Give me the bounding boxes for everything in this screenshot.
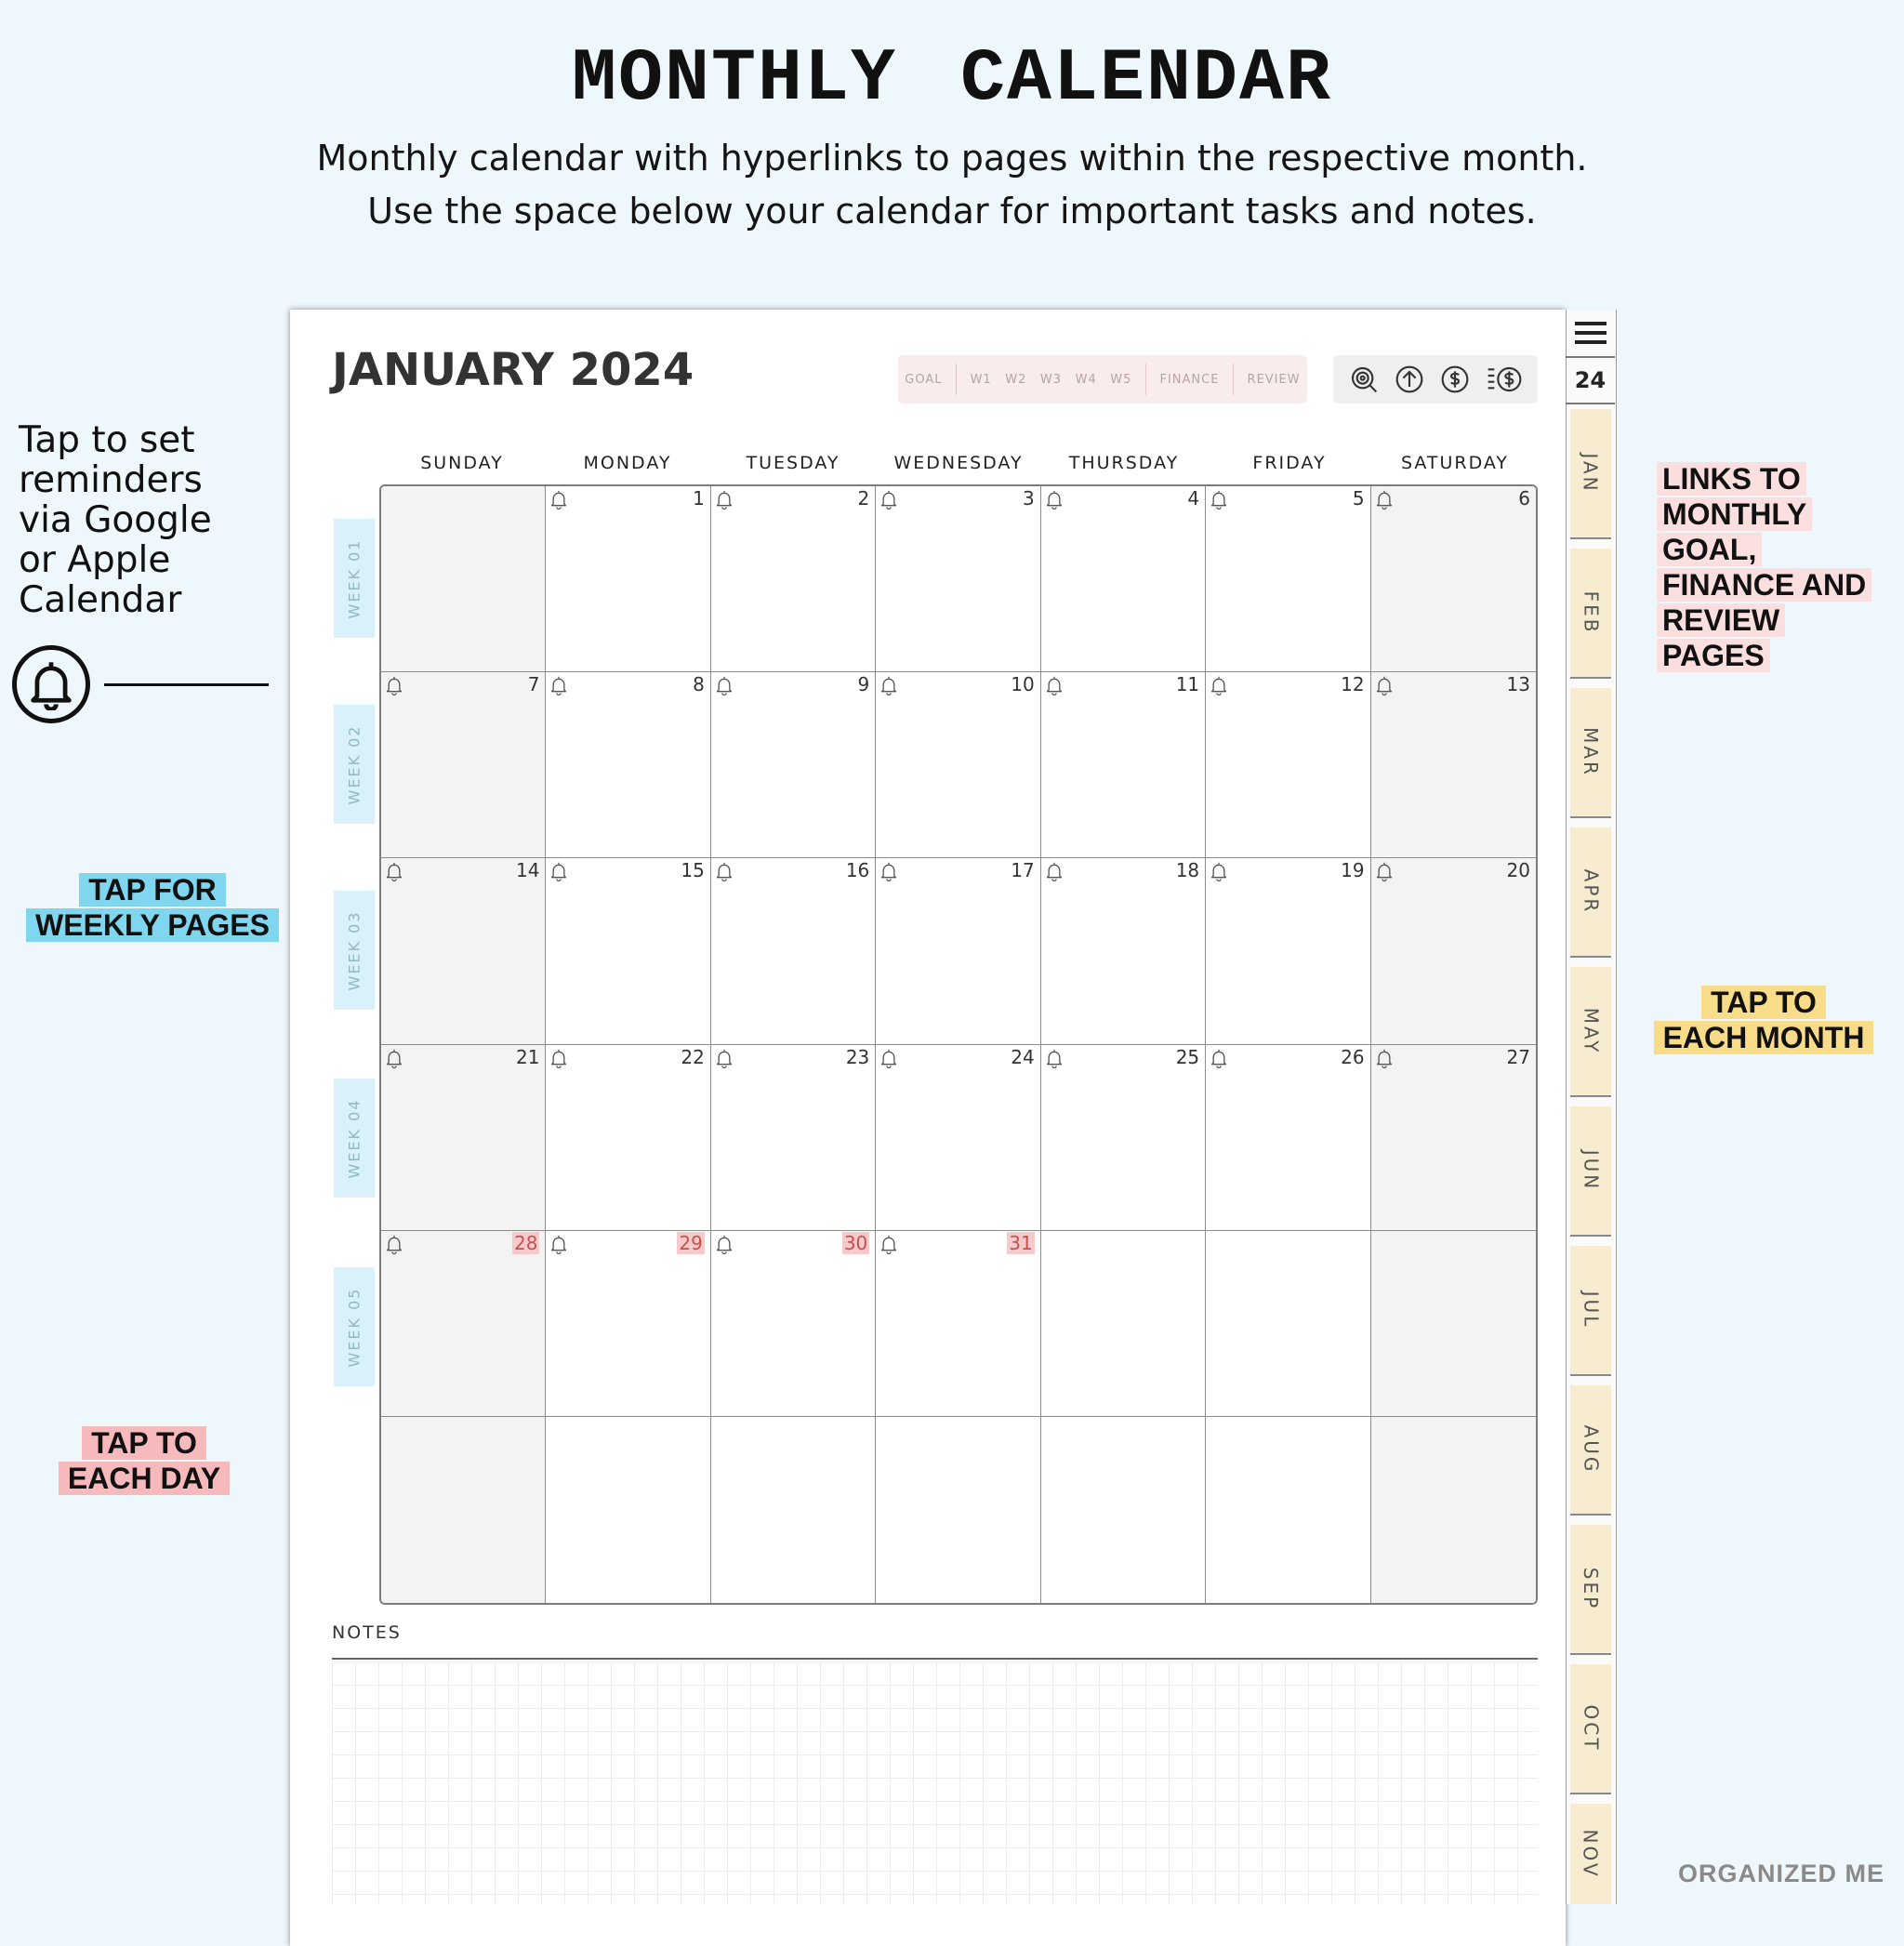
reminder-bell-icon[interactable] [1045, 489, 1064, 513]
day-cell[interactable] [546, 672, 710, 858]
reminder-bell-icon[interactable] [1210, 1048, 1228, 1072]
reminder-bell-icon[interactable] [1375, 861, 1394, 885]
links-annotation-line: LINKS TO [1657, 462, 1806, 496]
empty-day-cell [1371, 1231, 1536, 1417]
month-tab-mar[interactable] [1570, 688, 1611, 818]
month-tab-label: MAY [1580, 1007, 1603, 1055]
month-tab-oct[interactable] [1570, 1664, 1611, 1794]
week-tab-label: WEEK 01 [345, 538, 364, 618]
bell-icon [12, 645, 90, 723]
day-cell[interactable] [711, 1231, 876, 1417]
reminder-bell-icon[interactable] [715, 1234, 734, 1258]
review-link[interactable]: REVIEW [1247, 372, 1301, 387]
week-tab-01[interactable] [334, 519, 375, 638]
reminder-bell-icon[interactable] [879, 861, 898, 885]
week-tab-label: WEEK 02 [345, 724, 364, 804]
day-number: 10 [1011, 673, 1035, 696]
month-tab-apr[interactable] [1570, 827, 1611, 958]
day-cell[interactable] [711, 486, 876, 672]
month-tab-label: NOV [1580, 1829, 1603, 1879]
finance-link[interactable]: FINANCE [1159, 372, 1220, 387]
day-number: 2 [857, 487, 870, 510]
day-annotation-line: EACH DAY [59, 1462, 230, 1495]
empty-day-cell [381, 1417, 546, 1603]
day-header-tuesday: TUESDAY [746, 453, 840, 473]
day-header-thursday: THURSDAY [1068, 453, 1180, 473]
day-cell[interactable] [876, 672, 1040, 858]
day-cell[interactable] [546, 1231, 710, 1417]
day-cell[interactable] [381, 1231, 546, 1417]
reminder-bell-icon[interactable] [879, 489, 898, 513]
day-header-friday: FRIDAY [1252, 453, 1327, 473]
month-tab-aug[interactable] [1570, 1385, 1611, 1516]
reminder-bell-icon[interactable] [715, 1048, 734, 1072]
reminder-bell-icon[interactable] [549, 1234, 568, 1258]
month-tab-label: JUN [1580, 1149, 1602, 1192]
day-cell[interactable] [711, 1045, 876, 1231]
day-cell[interactable] [1041, 858, 1206, 1044]
reminder-line: via Google [19, 499, 212, 541]
day-number: 30 [843, 1231, 868, 1254]
month-tab-label: SEP [1580, 1567, 1602, 1611]
links-annotation-line: GOAL, [1657, 533, 1762, 566]
dollar-icon[interactable] [1440, 364, 1470, 394]
month-tab-label: OCT [1580, 1704, 1602, 1753]
month-annotation-line: TAP TO [1701, 986, 1826, 1019]
reminder-bell-icon[interactable] [715, 675, 734, 699]
day-cell[interactable] [1206, 858, 1370, 1044]
reminder-line: or Apple [19, 539, 171, 581]
month-tab-may[interactable] [1570, 967, 1611, 1097]
each-day-annotation [37, 1425, 251, 1496]
day-number: 31 [1009, 1231, 1033, 1254]
annotation-connector-line [104, 683, 269, 686]
day-header-saturday: SATURDAY [1400, 453, 1510, 473]
day-number: 17 [1011, 859, 1035, 882]
day-number: 28 [513, 1231, 538, 1254]
month-title: JANUARY 2024 [332, 344, 694, 396]
divider [1233, 364, 1234, 395]
day-number: 1 [693, 487, 705, 510]
day-number: 15 [681, 859, 705, 882]
month-tab-label: AUG [1580, 1424, 1603, 1475]
day-number: 7 [527, 673, 540, 696]
day-number: 4 [1187, 487, 1200, 510]
day-cell[interactable] [876, 1231, 1040, 1417]
day-number: 23 [845, 1045, 870, 1068]
brand-watermark: ORGANIZED ME [1678, 1860, 1885, 1887]
day-cell[interactable] [1371, 1045, 1536, 1231]
monthly-links-bar [898, 355, 1307, 404]
day-number: 25 [1175, 1045, 1200, 1068]
reminder-bell-icon[interactable] [385, 861, 403, 885]
week-tab-03[interactable] [334, 891, 375, 1010]
reminder-bell-icon[interactable] [715, 489, 734, 513]
reminder-bell-icon[interactable] [385, 1234, 403, 1258]
day-number: 9 [857, 673, 870, 696]
empty-day-cell [546, 1417, 710, 1603]
links-annotation-line: REVIEW [1657, 603, 1785, 637]
day-number: 20 [1506, 859, 1530, 882]
day-cell[interactable] [1371, 486, 1536, 672]
day-cell[interactable] [711, 858, 876, 1044]
empty-day-cell [711, 1417, 876, 1603]
day-cell[interactable] [876, 1045, 1040, 1231]
week-1-link[interactable]: W1 [970, 372, 992, 387]
weekly-annotation-line: TAP FOR [79, 873, 225, 907]
day-number: 14 [515, 859, 540, 882]
day-annotation-line: TAP TO [82, 1426, 206, 1460]
month-annotation-line: EACH MONTH [1654, 1021, 1874, 1054]
goal-link[interactable]: GOAL [905, 372, 943, 387]
week-tab-label: WEEK 03 [345, 910, 364, 990]
reminder-line: Tap to set [19, 419, 195, 461]
reminder-bell-icon[interactable] [879, 1234, 898, 1258]
day-header-monday: MONDAY [583, 453, 672, 473]
day-number: 16 [845, 859, 870, 882]
day-header-sunday: SUNDAY [420, 453, 504, 473]
day-cell[interactable] [711, 672, 876, 858]
notes-label: NOTES [332, 1622, 402, 1643]
month-tab-jul[interactable] [1570, 1246, 1611, 1376]
year-link[interactable]: 24 [1566, 358, 1615, 404]
reminder-bell-icon[interactable] [1375, 489, 1394, 513]
day-number: 11 [1175, 673, 1200, 696]
weekly-pages-annotation [13, 872, 292, 943]
day-number: 29 [679, 1231, 703, 1254]
day-cell[interactable] [1041, 1045, 1206, 1231]
empty-day-cell [1371, 1417, 1536, 1603]
reminder-annotation [19, 420, 279, 620]
page-title: MONTHLY CALENDAR [571, 37, 1333, 122]
day-number: 24 [1011, 1045, 1035, 1068]
empty-day-cell [1041, 1417, 1206, 1603]
day-cell[interactable] [1206, 486, 1370, 672]
week-4-link[interactable]: W4 [1075, 372, 1097, 387]
day-number: 12 [1341, 673, 1365, 696]
month-tab-label: JAN [1579, 453, 1602, 494]
day-cell[interactable] [1371, 672, 1536, 858]
empty-day-cell [1206, 1417, 1370, 1603]
day-number: 27 [1506, 1045, 1530, 1068]
empty-day-cell [876, 1417, 1040, 1603]
month-tab-nov[interactable] [1570, 1804, 1611, 1904]
links-annotation-line: PAGES [1657, 639, 1770, 672]
notes-area[interactable] [332, 1661, 1538, 1904]
goal-target-icon[interactable] [1349, 364, 1379, 394]
month-tab-label: JUL [1580, 1291, 1602, 1330]
subtitle-line-2: Use the space below your calendar for important tasks and notes. [367, 191, 1537, 232]
day-cell[interactable] [381, 1045, 546, 1231]
day-number: 21 [515, 1045, 540, 1068]
reminder-bell-icon[interactable] [549, 675, 568, 699]
reminder-bell-icon[interactable] [549, 1048, 568, 1072]
quick-icon-bar [1333, 355, 1538, 404]
day-number: 3 [1022, 487, 1035, 510]
day-number: 13 [1506, 673, 1530, 696]
subtitle-line-1: Monthly calendar with hyperlinks to pages within the respective month. [316, 138, 1588, 179]
day-number: 6 [1518, 487, 1530, 510]
day-cell[interactable] [381, 858, 546, 1044]
upload-icon[interactable] [1395, 364, 1424, 394]
day-number: 8 [693, 673, 705, 696]
week-tab-05[interactable] [334, 1267, 375, 1386]
month-tab-sep[interactable] [1570, 1525, 1611, 1655]
day-cell[interactable] [1206, 1045, 1370, 1231]
reminder-bell-icon[interactable] [1045, 861, 1064, 885]
week-tab-02[interactable] [334, 705, 375, 824]
day-cell[interactable] [876, 486, 1040, 672]
day-number: 26 [1341, 1045, 1365, 1068]
day-number: 22 [681, 1045, 705, 1068]
empty-day-cell [381, 486, 546, 672]
month-tab-label: MAR [1580, 727, 1602, 777]
month-tab-feb[interactable] [1570, 549, 1611, 679]
day-number: 19 [1341, 859, 1365, 882]
empty-day-cell [1041, 1231, 1206, 1417]
reminder-bell-icon[interactable] [1210, 489, 1228, 513]
reminder-bell-icon[interactable] [879, 1048, 898, 1072]
notes-divider [332, 1658, 1538, 1660]
day-cell[interactable] [1041, 672, 1206, 858]
reminder-bell-icon[interactable] [879, 675, 898, 699]
month-tab-label: FEB [1580, 590, 1602, 635]
links-annotation-line: FINANCE AND [1657, 568, 1871, 602]
week-2-link[interactable]: W2 [1005, 372, 1027, 387]
week-3-link[interactable]: W3 [1039, 372, 1063, 387]
weekly-annotation-line: WEEKLY PAGES [26, 908, 279, 942]
day-cell[interactable] [1371, 858, 1536, 1044]
day-header-wednesday: WEDNESDAY [893, 453, 1024, 473]
week-tab-label: WEEK 04 [345, 1098, 364, 1178]
week-tab-04[interactable] [334, 1079, 375, 1198]
reminder-bell-icon[interactable] [1375, 675, 1394, 699]
reminder-bell-icon[interactable] [1210, 861, 1228, 885]
reminder-bell-icon[interactable] [715, 861, 734, 885]
divider [1145, 364, 1146, 395]
day-cell[interactable] [876, 858, 1040, 1044]
reminder-bell-icon[interactable] [1375, 1048, 1394, 1072]
month-tab-jun[interactable] [1570, 1106, 1611, 1237]
reminder-bell-icon[interactable] [549, 489, 568, 513]
reminder-bell-icon[interactable] [1045, 675, 1064, 699]
week-tab-label: WEEK 05 [345, 1287, 364, 1367]
each-month-annotation [1638, 985, 1889, 1055]
empty-day-cell [1206, 1231, 1370, 1417]
reminder-bell-icon[interactable] [549, 861, 568, 885]
day-number: 5 [1352, 487, 1365, 510]
reminder-bell-icon[interactable] [1045, 1048, 1064, 1072]
week-5-link[interactable]: W5 [1110, 372, 1132, 387]
menu-icon[interactable] [1566, 310, 1615, 358]
day-number: 18 [1175, 859, 1200, 882]
links-annotation [1657, 461, 1898, 673]
divider [956, 364, 957, 395]
links-annotation-line: MONTHLY [1657, 497, 1812, 531]
finance-list-icon[interactable] [1486, 364, 1523, 394]
reminder-bell-icon[interactable] [385, 1048, 403, 1072]
day-cell[interactable] [1041, 486, 1206, 672]
day-cell[interactable] [546, 1045, 710, 1231]
calendar-grid [379, 484, 1538, 1605]
reminder-bell-icon[interactable] [385, 675, 403, 699]
day-cell[interactable] [381, 672, 546, 858]
day-cell[interactable] [1206, 672, 1370, 858]
month-tab-label: APR [1580, 868, 1603, 915]
month-tab-jan[interactable] [1570, 409, 1611, 539]
reminder-line: reminders [19, 459, 203, 501]
reminder-line: Calendar [19, 579, 182, 621]
day-cell[interactable] [546, 858, 710, 1044]
day-cell[interactable] [546, 486, 710, 672]
reminder-bell-icon[interactable] [1210, 675, 1228, 699]
